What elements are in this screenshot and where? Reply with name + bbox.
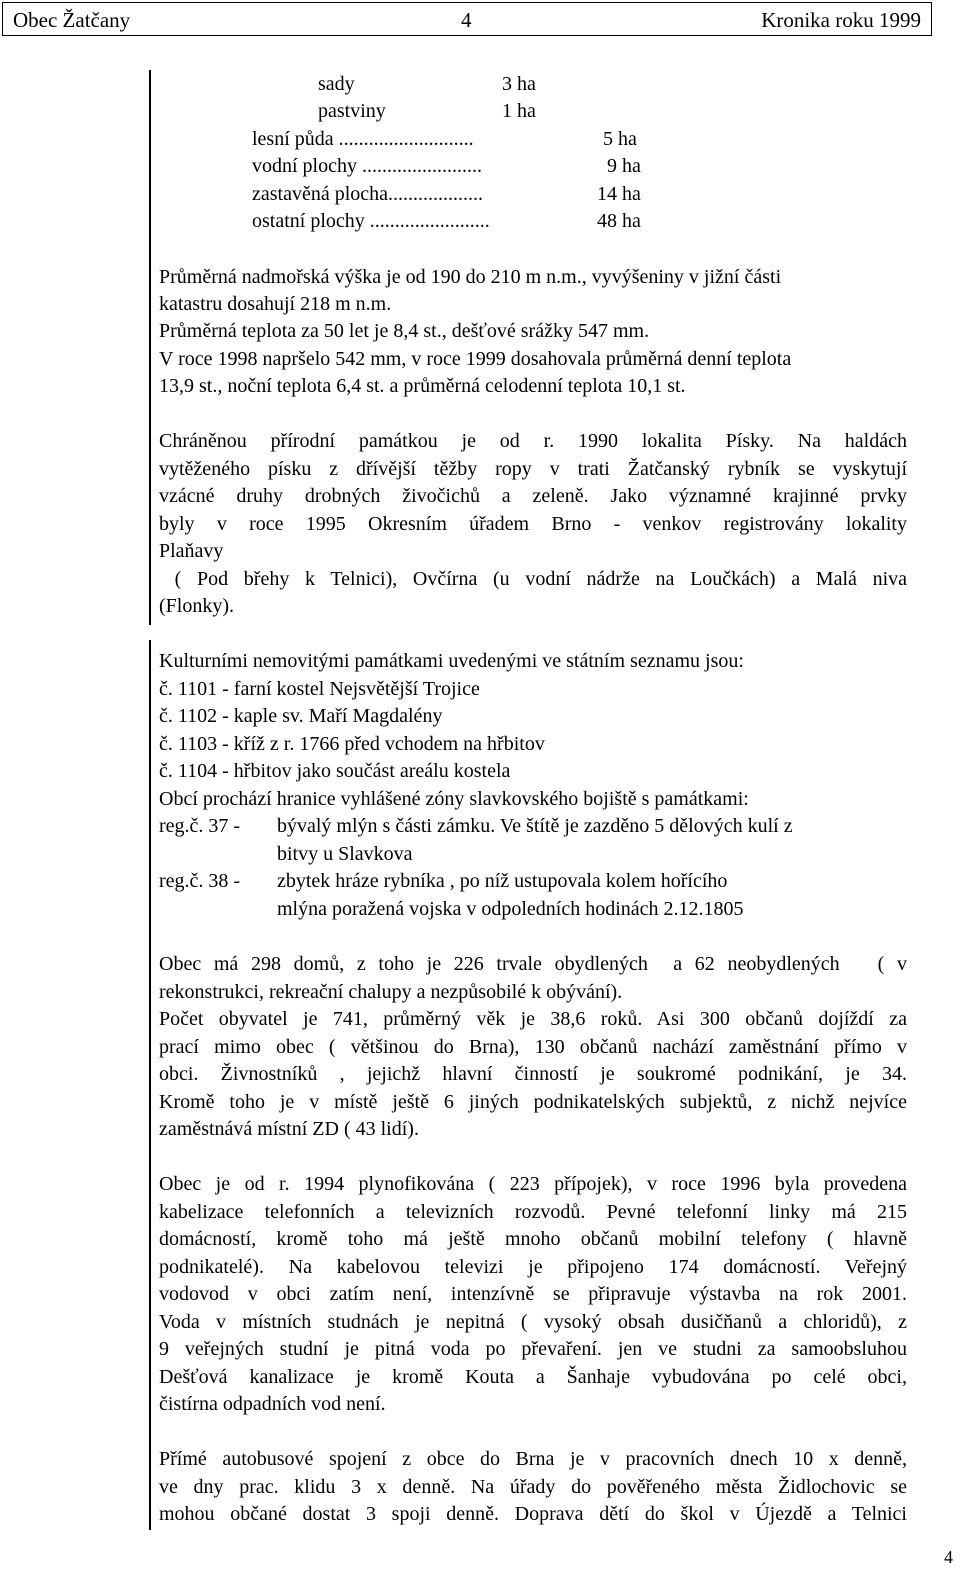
- text-line: vytěženého písku z dřívější těžby ropy v trati Žatčanský rybník se vyskytují: [159, 457, 907, 480]
- text-line: Průměrná teplota za 50 let je 8,4 st., dešťové srážky 547 mm.: [159, 320, 650, 342]
- land-item-value: 48 ha: [597, 210, 641, 232]
- text-line: Obec má 298 domů, z toho je 226 trvale obydlených a 62 neobydlených ( v: [159, 953, 907, 975]
- register-label: reg.č. 37 -: [159, 815, 241, 837]
- monument-item: č. 1101 - farní kostel Nejsvětější Trojice: [159, 678, 480, 700]
- text-line: prací mimo obec ( většinou do Brna), 130 občanů nachází zaměstnání přímo v: [159, 1035, 907, 1058]
- text-line: byly v roce 1995 Okresním úřadem Brno - venkov registrovány lokality: [159, 512, 907, 535]
- text-line: 13,9 st., noční teplota 6,4 st. a průměrná celodenní teplota 10,1 st.: [159, 375, 686, 397]
- text-line: vzácné druhy drobných živočichů a zeleně. Jako významné krajinné prvky: [159, 485, 907, 507]
- header-chronicle-title: Kronika roku 1999: [761, 8, 921, 32]
- land-item-name: sady: [318, 73, 355, 95]
- text-line: Přímé autobusové spojení z obce do Brna je v pracovních dnech 10 x denně,: [159, 1448, 907, 1470]
- land-item-value: 14 ha: [597, 183, 641, 205]
- text-line: Průměrná nadmořská výška je od 190 do 210 m n.m., vyvýšeniny v jižní části: [159, 266, 782, 288]
- text-line: Chráněnou přírodní památkou je od r. 1990 lokalita Písky. Na haldách: [159, 430, 907, 452]
- register-description: zbytek hráze rybníka , po níž ustupovala kolem hořícího: [277, 870, 728, 892]
- monument-item: č. 1104 - hřbitov jako součást areálu kostela: [159, 760, 511, 782]
- header-page-number: 4: [461, 8, 472, 32]
- text-line: Obec je od r. 1994 plynofikována ( 223 přípojek), v roce 1996 byla provedena: [159, 1173, 907, 1195]
- land-item-name: lesní půda ...........................: [252, 128, 474, 150]
- text-line: mohou občané dostat 3 spoji denně. Doprava dětí do škol v Újezdě a Telnici: [159, 1503, 907, 1525]
- nature-paragraph: [159, 428, 907, 621]
- header-municipality: Obec Žatčany: [13, 8, 131, 32]
- text-line: 9 veřejných studní je pitná voda po převaření. jen ve studni za samoobsluhou: [159, 1338, 907, 1360]
- text-line: domácností, kromě toho má ještě mnoho občanů mobilní telefony ( hlavně: [159, 1228, 907, 1250]
- text-line: rekonstrukci, rekreační chalupy a nezpůsobilé k obývání).: [159, 980, 623, 1003]
- text-line: ( Pod břehy k Telnici), Ovčírna (u vodní nádrže na Loučkách) a Malá niva: [159, 567, 907, 590]
- text-line: V roce 1998 napršelo 542 mm, v roce 1999 dosahovala průměrná denní teplota: [159, 348, 792, 370]
- monuments-intro: Kulturními nemovitými památkami uvedenými ve státním seznamu jsou:: [159, 650, 744, 672]
- land-item-value: 9 ha: [607, 155, 641, 177]
- land-item-name: vodní plochy ........................: [252, 155, 482, 177]
- text-line: obci. Živnostníků , jejichž hlavní činností je soukromé podnikání, je 34.: [159, 1063, 907, 1085]
- land-item-name: ostatní plochy ........................: [252, 210, 490, 232]
- land-item-name: zastavěná plocha...................: [252, 183, 484, 205]
- land-item-value: 3 ha: [502, 73, 536, 95]
- utilities-paragraph: [159, 1171, 907, 1419]
- transport-paragraph: [159, 1446, 907, 1529]
- population-paragraph: [159, 951, 907, 1144]
- text-line: Počet obyvatel je 741, průměrný věk je 38,6 roků. Asi 300 občanů dojíždí za: [159, 1008, 907, 1030]
- text-line: zaměstnává místní ZD ( 43 lidí).: [159, 1118, 419, 1140]
- footer-page-number: 4: [944, 1547, 953, 1567]
- monument-item: č. 1102 - kaple sv. Maří Magdalény: [159, 705, 443, 727]
- text-line: Dešťová kanalizace je kromě Kouta a Šanhaje vybudována po celé obci,: [159, 1365, 907, 1388]
- text-line: kabelizace telefonních a televizních rozvodů. Pevné telefonní linky má 215: [159, 1200, 907, 1223]
- text-line: Plaňavy: [159, 540, 224, 562]
- battlefield-zone-text: Obcí prochází hranice vyhlášené zóny slavkovského bojiště s památkami:: [159, 788, 749, 810]
- monument-item: č. 1103 - kříž z r. 1766 před vchodem na hřbitov: [159, 733, 545, 755]
- text-line: (Flonky).: [159, 595, 234, 617]
- text-line: vodovod v obci zatím není, intenzívně se připravuje výstavba na rok 2001.: [159, 1283, 907, 1305]
- register-description: bývalý mlýn s části zámku. Ve štítě je zazděno 5 dělových kulí z: [277, 815, 793, 837]
- land-item-name: pastviny: [318, 100, 386, 122]
- land-item-value: 5 ha: [603, 128, 637, 150]
- text-line: Kromě toho je v místě ještě 6 jiných podnikatelských subjektů, z nichž nejvíce: [159, 1090, 907, 1113]
- text-line: Voda v místních studnách je nepitná ( vysoký obsah dusičňanů a chloridů), z: [159, 1310, 907, 1333]
- register-label: reg.č. 38 -: [159, 870, 241, 892]
- text-line: podnikatelé). Na kabelovou televizi je připojeno 174 domácností. Veřejný: [159, 1255, 907, 1278]
- register-description: mlýna poražená vojska v odpoledních hodinách 2.12.1805: [277, 898, 744, 920]
- text-line: ve dny prac. klidu 3 x denně. Na úřady do pověřeného města Židlochovic se: [159, 1475, 907, 1498]
- register-description: bitvy u Slavkova: [277, 843, 413, 865]
- land-item-value: 1 ha: [502, 100, 536, 122]
- text-line: čistírna odpadních vod není.: [159, 1393, 386, 1415]
- text-line: katastru dosahují 218 m n.m.: [159, 293, 392, 315]
